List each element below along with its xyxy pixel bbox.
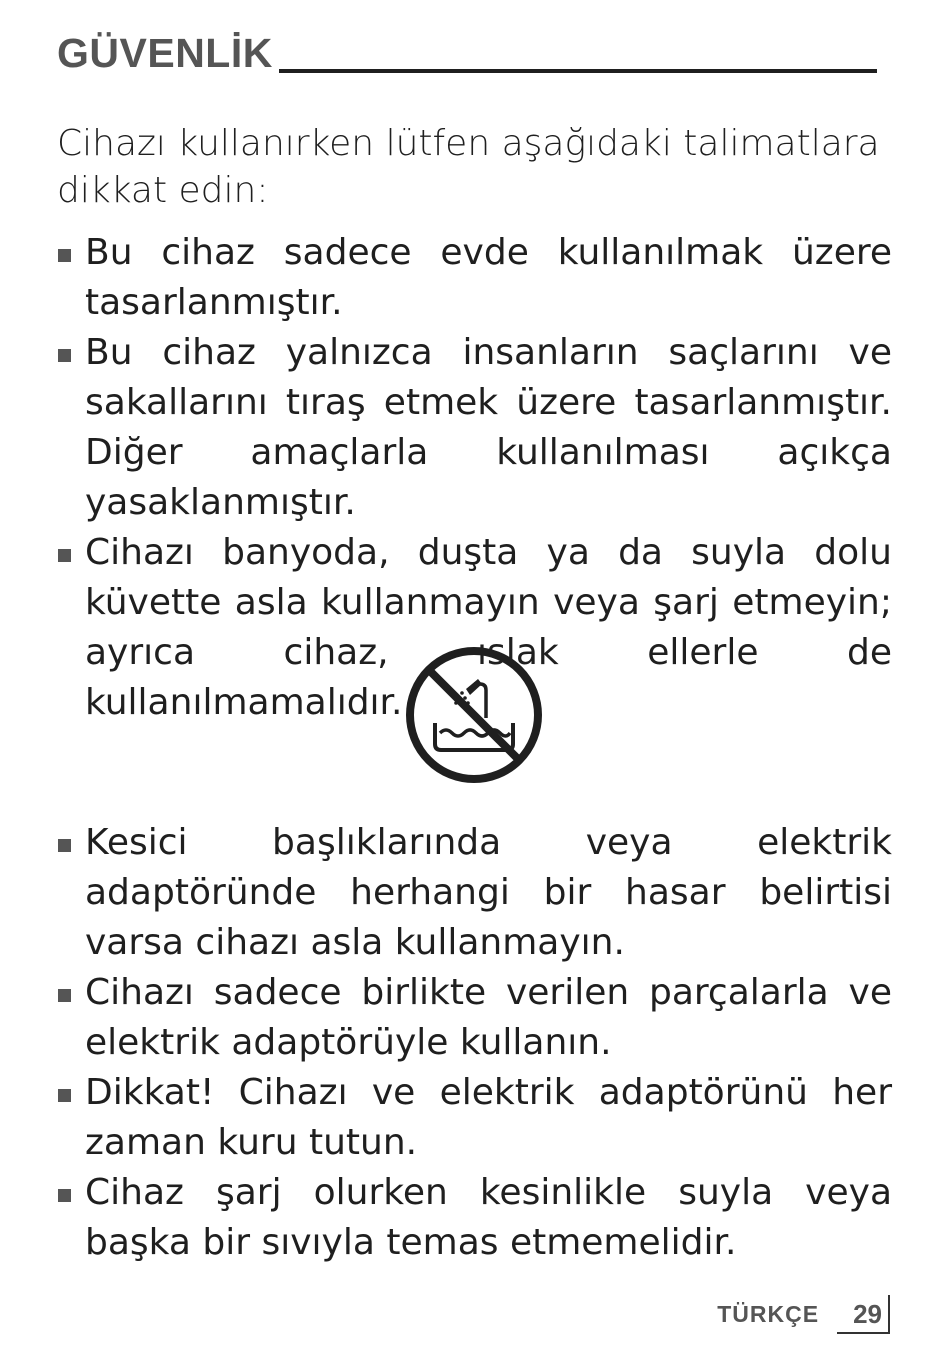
list-item: Kesici başlıklarında veya elektrik adaptöründe herhangi bir hasar belirtisi varsa cihazı asla kullanmayın.	[57, 818, 892, 968]
bullet-square-icon	[58, 989, 71, 1002]
bullet-square-icon	[58, 1089, 71, 1102]
list-item: Cihaz şarj olurken kesinlikle suyla veya başka bir sıvıyla temas etmemelidir.	[57, 1168, 892, 1268]
list-item: Bu cihaz yalnızca insanların saçlarını ve sakallarını tıraş etmek üzere tasarlanmıştır. Diğer amaçlarla kullanılması açıkça yasaklanmıştır.	[57, 328, 892, 528]
section-title: GÜVENLİK	[57, 30, 273, 76]
section-header	[57, 30, 877, 76]
list-item: Cihazı sadece birlikte verilen parçalarla ve elektrik adaptörüyle kullanın.	[57, 968, 892, 1068]
list-item: Dikkat! Cihazı ve elektrik adaptörünü her zaman kuru tutun.	[57, 1068, 892, 1168]
bullet-square-icon	[58, 349, 71, 362]
footer-language: TÜRKÇE	[717, 1300, 820, 1327]
list-item: Bu cihaz sadece evde kullanılmak üzere tasarlanmıştır.	[57, 228, 892, 328]
list-item: Cihazı banyoda, duşta ya da suyla dolu küvette asla kullanmayın veya şarj etmeyin; ayrıca cihaz, ıslak ellerle de kullanılmamalıdır.	[57, 528, 892, 728]
no-bath-shower-icon	[402, 643, 546, 787]
title-underline	[279, 69, 877, 73]
intro-text: Cihazı kullanırken lütfen aşağıdaki talimatlara dikkat edin:	[57, 123, 880, 211]
bullet-square-icon	[58, 1189, 71, 1202]
bullet-square-icon	[58, 249, 71, 262]
page-number: 29	[837, 1295, 890, 1334]
bullet-square-icon	[58, 549, 71, 562]
safety-list-bottom	[57, 818, 892, 1268]
bullet-square-icon	[58, 839, 71, 852]
page-footer	[717, 1290, 890, 1338]
